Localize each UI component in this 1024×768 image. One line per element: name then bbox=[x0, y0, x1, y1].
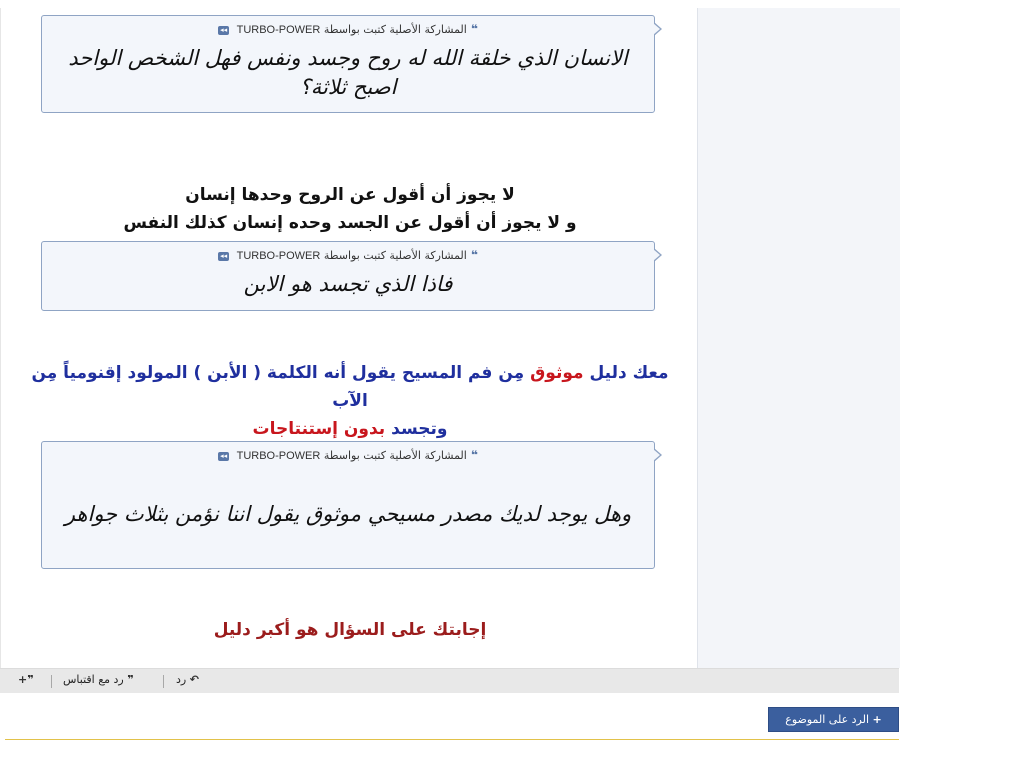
reply-label: رد bbox=[176, 673, 187, 686]
multiquote-button[interactable] bbox=[18, 673, 34, 686]
quote-body: وهل يوجد لديك مصدر مسيحي موثوق يقول اننا نؤمن بثلاث جواهر bbox=[64, 502, 632, 526]
post-toolbar bbox=[0, 668, 899, 693]
quote-author-link[interactable]: TURBO-POWER bbox=[236, 24, 321, 36]
quote-header bbox=[42, 22, 654, 36]
quote-body: الانسان الذي خلقة الله له روح وجسد ونفس فهل الشخص الواحد اصبح ثلاثة؟ bbox=[68, 46, 628, 99]
reply-icon: ↶ bbox=[189, 673, 199, 686]
quote-icon: ❝ bbox=[470, 22, 478, 36]
quote-icon: ❝ bbox=[470, 248, 478, 262]
view-post-icon[interactable]: ◂◂ bbox=[220, 251, 228, 260]
reply-line: لا يجوز أن أقول عن الروح وحدها إنسان bbox=[185, 185, 515, 205]
quote-header-text: المشاركة الأصلية كتبت بواسطة bbox=[323, 449, 467, 462]
quote-reply-label: رد مع اقتباس bbox=[63, 673, 124, 686]
reply-segment: بدون إستنتاجات bbox=[252, 419, 386, 439]
reply-segment: وتجسد bbox=[385, 419, 448, 439]
reply-line: و لا يجوز أن أقول عن الجسد وحده إنسان كذلك النفس bbox=[123, 213, 577, 233]
reply-text bbox=[20, 181, 680, 237]
reply-text bbox=[20, 359, 680, 443]
quote-header-text: المشاركة الأصلية كتبت بواسطة bbox=[323, 23, 467, 36]
quote-block bbox=[41, 441, 655, 569]
quote-header bbox=[42, 448, 654, 462]
multiquote-icon: ❞+ bbox=[18, 673, 34, 686]
quote-reply-icon: ❞ bbox=[127, 673, 134, 686]
quote-body: فاذا الذي تجسد هو الابن bbox=[243, 272, 453, 296]
toolbar-separator bbox=[51, 675, 52, 688]
reply-text: إجابتك على السؤال هو أكبر دليل bbox=[213, 620, 487, 640]
reply-button[interactable] bbox=[176, 673, 199, 686]
plus-icon: + bbox=[872, 713, 882, 726]
reply-to-topic-label: الرد على الموضوع bbox=[785, 713, 870, 726]
quote-author-link[interactable]: TURBO-POWER bbox=[236, 450, 321, 462]
reply-segment: مِن فم المسيح يقول أنه الكلمة ( الأبن ) المولود إقنومياً مِن الآب bbox=[31, 363, 531, 411]
user-info-sidebar bbox=[697, 8, 900, 668]
view-post-icon[interactable]: ◂◂ bbox=[220, 451, 228, 460]
reply-segment: موثوق bbox=[530, 363, 584, 383]
reply-line bbox=[20, 359, 680, 415]
reply-line bbox=[20, 415, 680, 443]
quote-header-text: المشاركة الأصلية كتبت بواسطة bbox=[323, 249, 467, 262]
quote-icon: ❝ bbox=[470, 448, 478, 462]
quote-author-link[interactable]: TURBO-POWER bbox=[236, 250, 321, 262]
quote-block bbox=[41, 15, 655, 113]
divider bbox=[5, 739, 899, 740]
reply-segment: معك دليل bbox=[583, 363, 669, 383]
toolbar-separator bbox=[163, 675, 164, 688]
quote-reply-button[interactable] bbox=[63, 673, 134, 686]
reply-to-topic-button[interactable] bbox=[768, 707, 899, 732]
view-post-icon[interactable]: ◂◂ bbox=[220, 25, 228, 34]
quote-header bbox=[42, 248, 654, 262]
quote-block bbox=[41, 241, 655, 311]
